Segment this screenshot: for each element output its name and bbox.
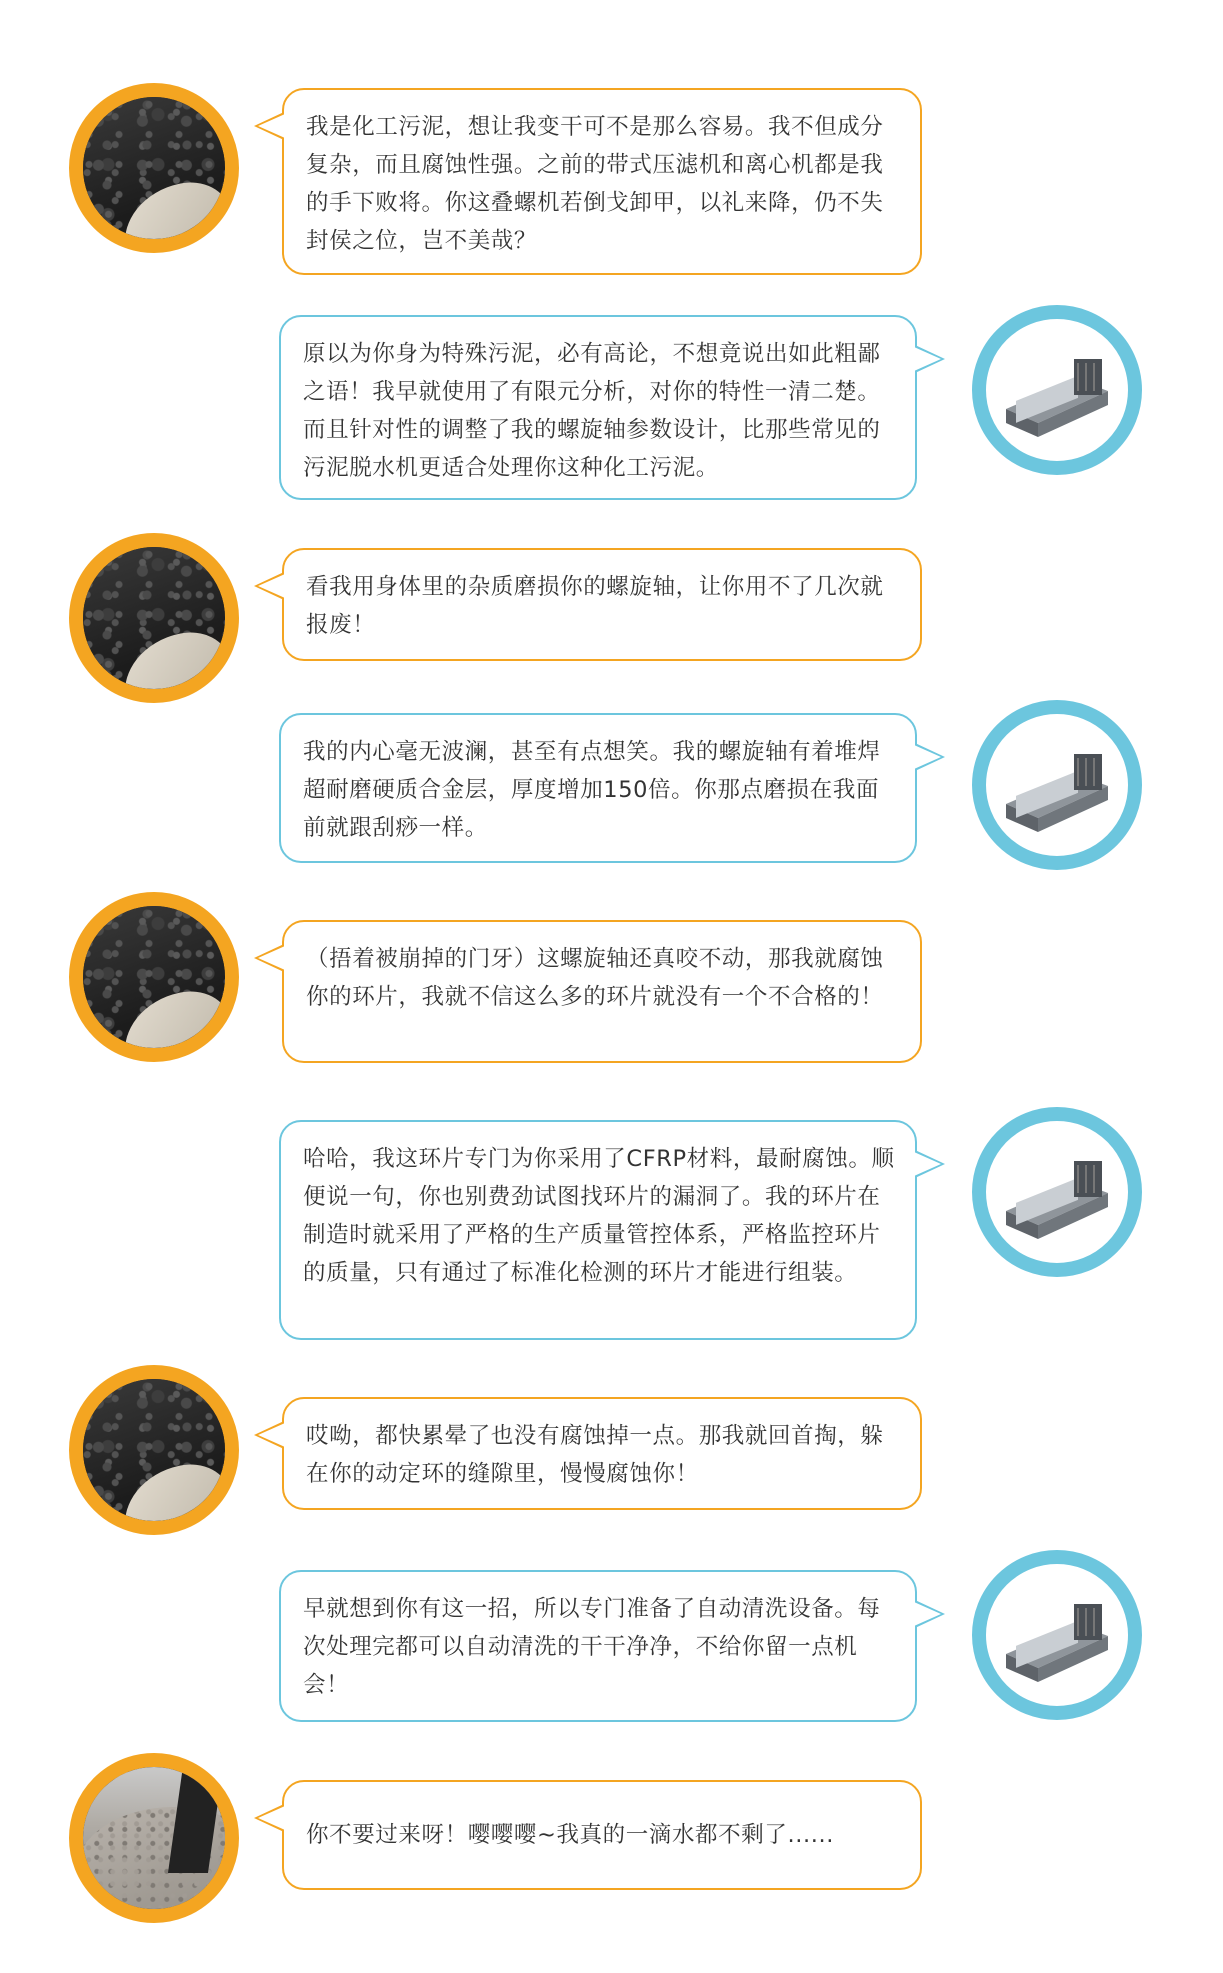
message-text: 原以为你身为特殊污泥，必有高论，不想竟说出如此粗鄙之语！我早就使用了有限元分析，对你的特性一清二楚。而且针对性的调整了我的螺旋轴参数设计，比那些常见的污泥脱水机更适合处理你这种化工污泥。 [303,341,881,481]
dry-sludge-avatar [69,1753,239,1923]
machine-message-bubble [279,315,917,500]
sludge-message-bubble [282,920,922,1063]
machine-avatar [972,1107,1142,1277]
dry-sludge-cake-image [83,1767,225,1909]
message-text: 哈哈，我这环片专门为你采用了CFRP材料，最耐腐蚀。顺便说一句，你也别费劲试图找环片的漏洞了。我的环片在制造时就采用了严格的生产质量管控体系，严格监控环片的质量，只有通过了标准化检测的环片才能进行组装。 [303,1146,895,1286]
machine-message-bubble [279,713,917,863]
message-text: 早就想到你有这一招，所以专门准备了自动清洗设备。每次处理完都可以自动清洗的干干净净，不给你留一点机会！ [303,1596,881,1698]
message-text: 你不要过来呀！嘤嘤嘤~我真的一滴水都不剩了...... [306,1822,834,1848]
wet-sludge-image [83,97,225,239]
screw-press-machine-image [986,714,1128,856]
wet-sludge-image [83,906,225,1048]
message-text: 看我用身体里的杂质磨损你的螺旋轴，让你用不了几次就报废！ [306,574,884,638]
machine-message-bubble [279,1570,917,1722]
screw-press-machine-image [986,1121,1128,1263]
machine-avatar [972,1550,1142,1720]
sludge-message-bubble [282,88,922,275]
sludge-message-bubble [282,1397,922,1510]
wet-sludge-image [83,547,225,689]
sludge-avatar [69,533,239,703]
screw-press-machine-image [986,1564,1128,1706]
sludge-avatar [69,1365,239,1535]
machine-message-bubble [279,1120,917,1340]
message-text: 哎呦，都快累晕了也没有腐蚀掉一点。那我就回首掏，躲在你的动定环的缝隙里，慢慢腐蚀你！ [306,1423,884,1487]
wet-sludge-image [83,1379,225,1521]
machine-avatar [972,700,1142,870]
message-text: 我的内心毫无波澜，甚至有点想笑。我的螺旋轴有着堆焊超耐磨硬质合金层，厚度增加150倍。你那点磨损在我面前就跟刮痧一样。 [303,739,881,841]
message-text: 我是化工污泥，想让我变干可不是那么容易。我不但成分复杂，而且腐蚀性强。之前的带式压滤机和离心机都是我的手下败将。你这叠螺机若倒戈卸甲，以礼来降，仍不失封侯之位，岂不美哉？ [306,114,884,254]
message-text: （捂着被崩掉的门牙）这螺旋轴还真咬不动，那我就腐蚀你的环片，我就不信这么多的环片就没有一个不合格的！ [306,946,884,1010]
sludge-avatar [69,892,239,1062]
screw-press-machine-image [986,319,1128,461]
sludge-message-bubble [282,548,922,661]
machine-avatar [972,305,1142,475]
sludge-avatar [69,83,239,253]
sludge-message-bubble [282,1780,922,1890]
